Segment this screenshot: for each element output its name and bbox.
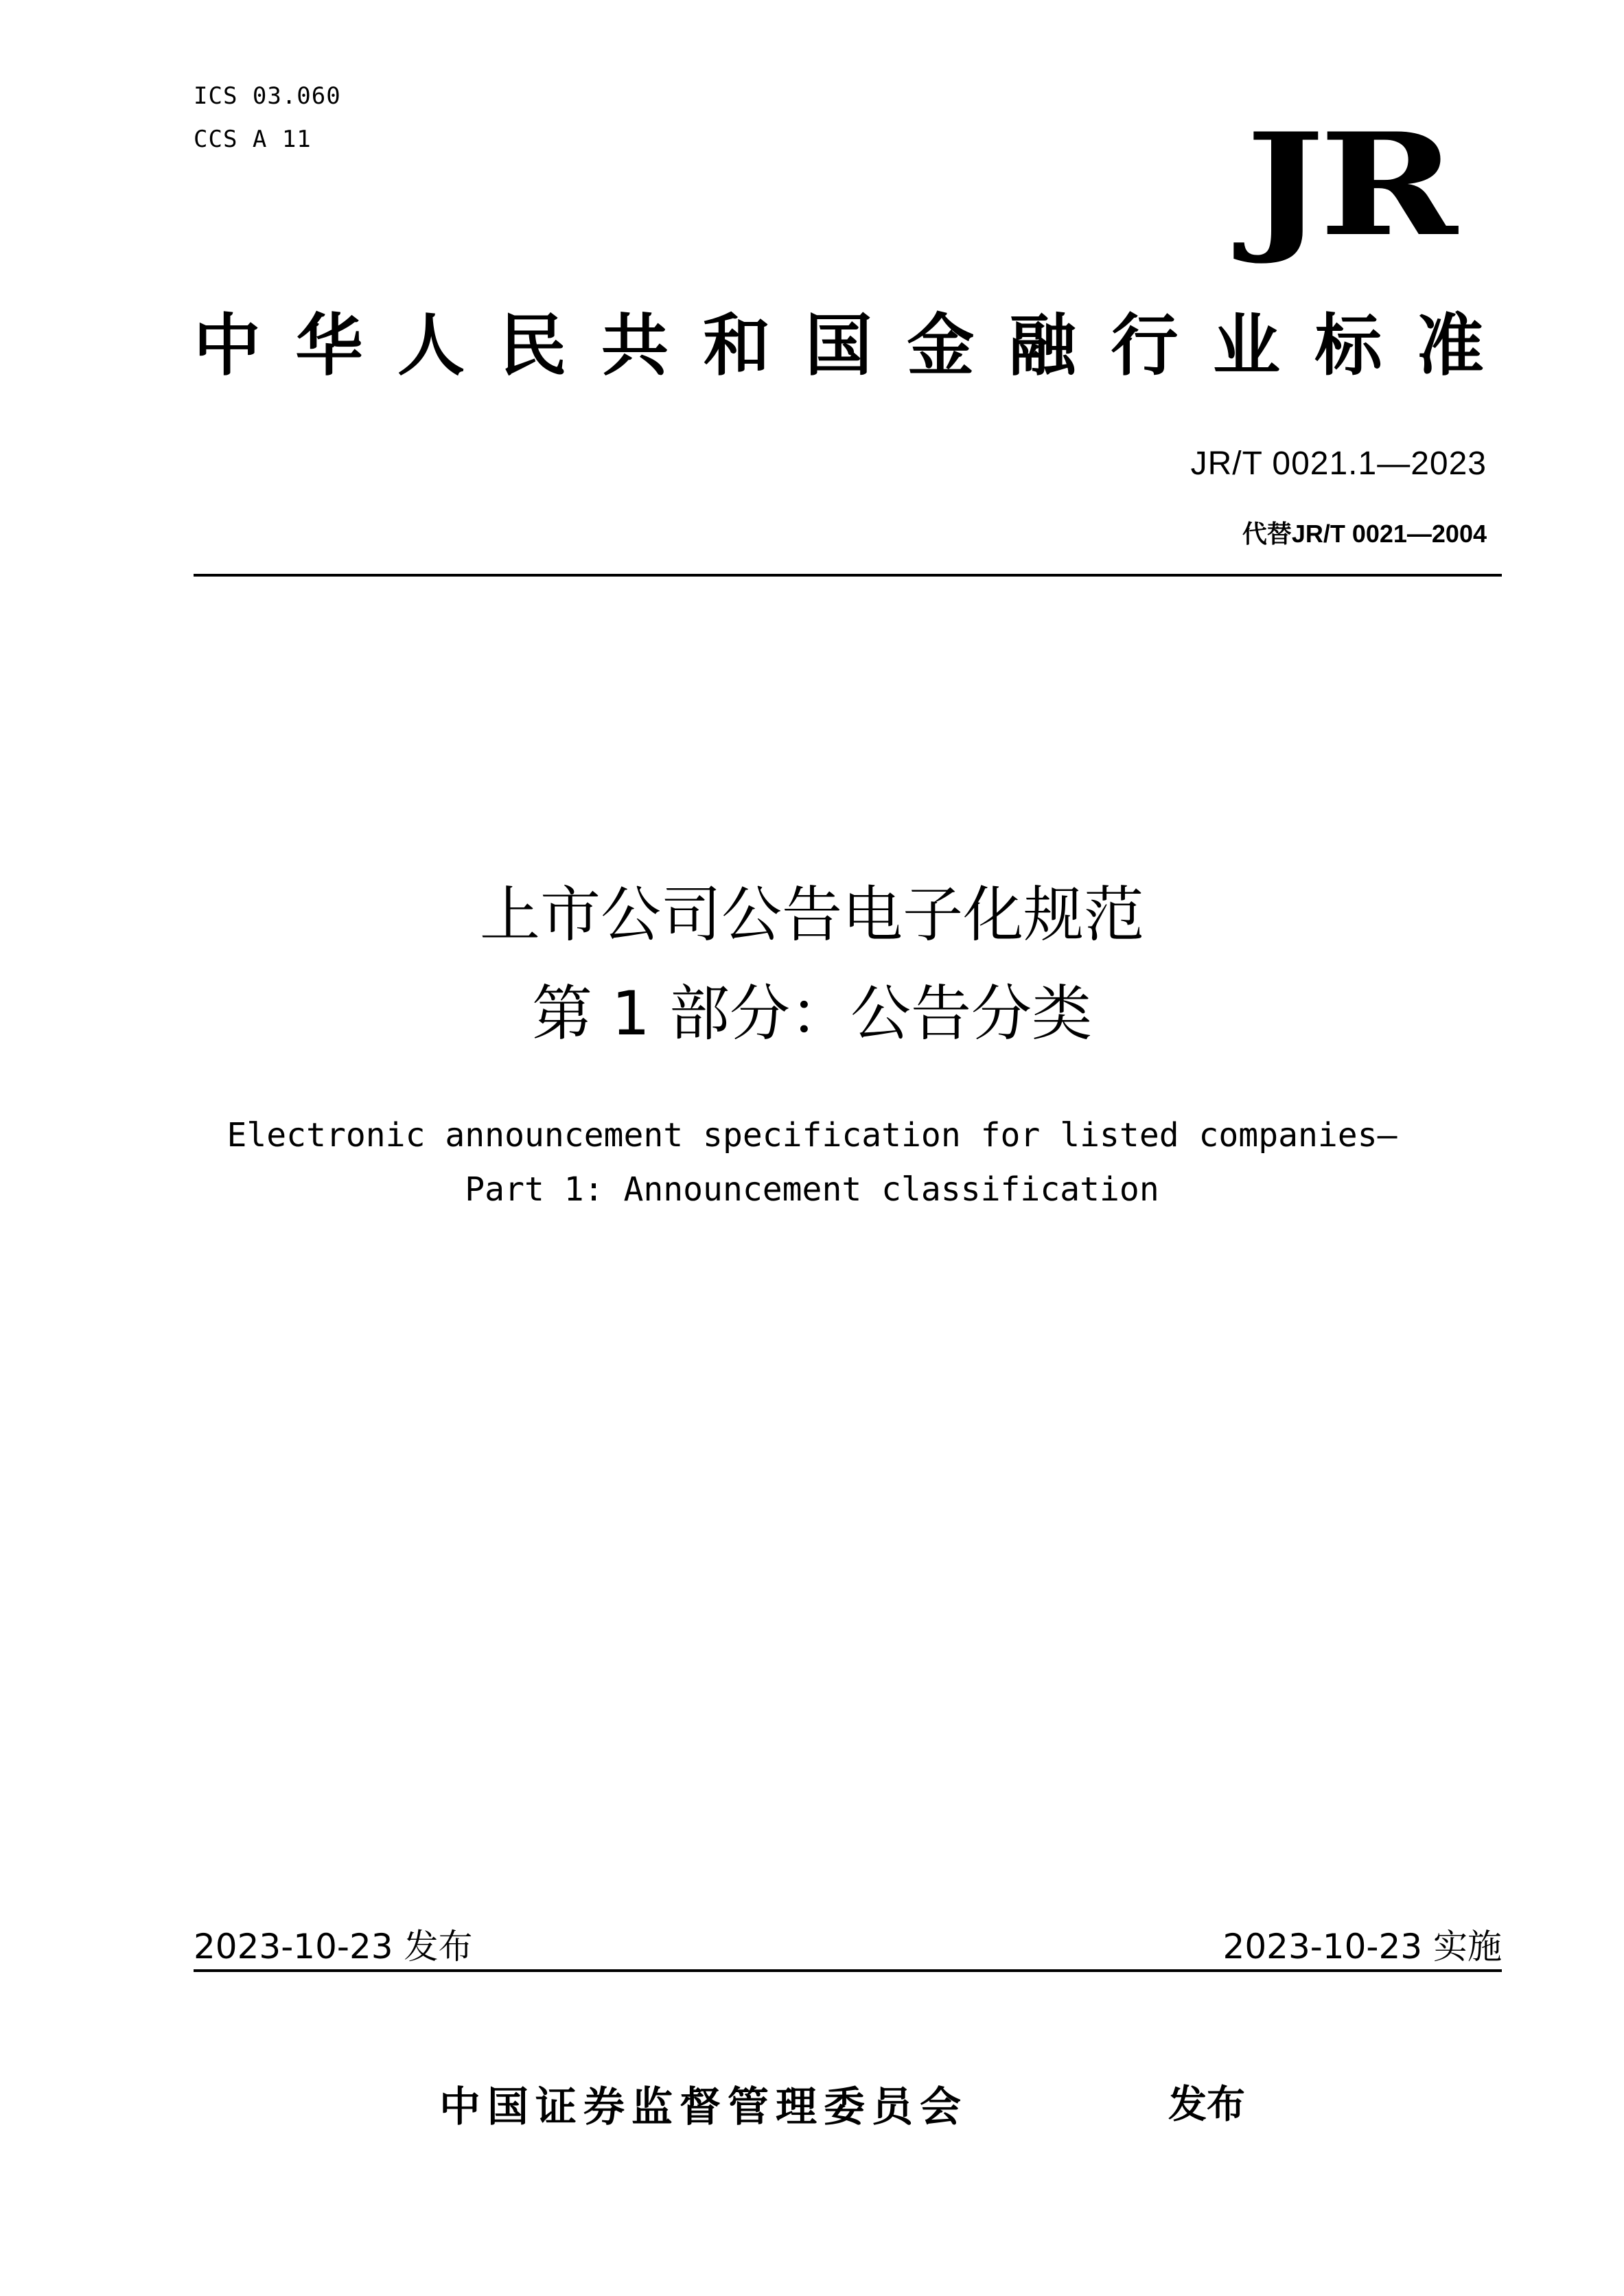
issuing-authority: 中国证券监督管理委员会 [439,2083,968,2131]
bottom-divider [194,1969,1502,1972]
standard-type-heading [194,308,1484,385]
standard-type-char: 华 [295,307,363,385]
document-title-en: Electronic announcement specification for listed companies— [227,1116,1397,1155]
standard-type-char: 业 [1212,307,1280,385]
standard-type-char: 标 [1314,307,1382,385]
standard-type-char: 准 [1416,307,1484,385]
replaces-standard: 代替JR/T 0021—2004 [1242,520,1487,548]
document-title-cn: 上市公司公告电子化规范 [479,879,1144,950]
standard-type-char: 国 [804,307,872,385]
jr-logo: JR [1245,103,1452,268]
standard-type-char: 民 [499,307,567,385]
issue-date: 2023-10-23 发布 [194,1927,473,1967]
standard-type-char: 融 [1008,307,1076,385]
standard-type-char: 人 [397,307,465,385]
top-divider [194,574,1502,577]
effective-date: 2023-10-23 实施 [1222,1927,1502,1967]
standard-type-char: 和 [703,307,771,385]
standard-type-char: 行 [1111,307,1179,385]
document-subtitle-en: Part 1: Announcement classification [465,1170,1159,1209]
document-subtitle-cn: 第 1 部分：公告分类 [532,978,1092,1049]
issue-action: 发布 [1168,2083,1245,2127]
ccs-code: CCS A 11 [194,126,312,153]
standard-type-char: 中 [194,307,262,385]
standard-type-char: 金 [907,307,975,385]
standard-type-char: 共 [601,307,669,385]
ics-code: ICS 03.060 [194,82,341,110]
standard-code: JR/T 0021.1—2023 [1190,445,1487,482]
